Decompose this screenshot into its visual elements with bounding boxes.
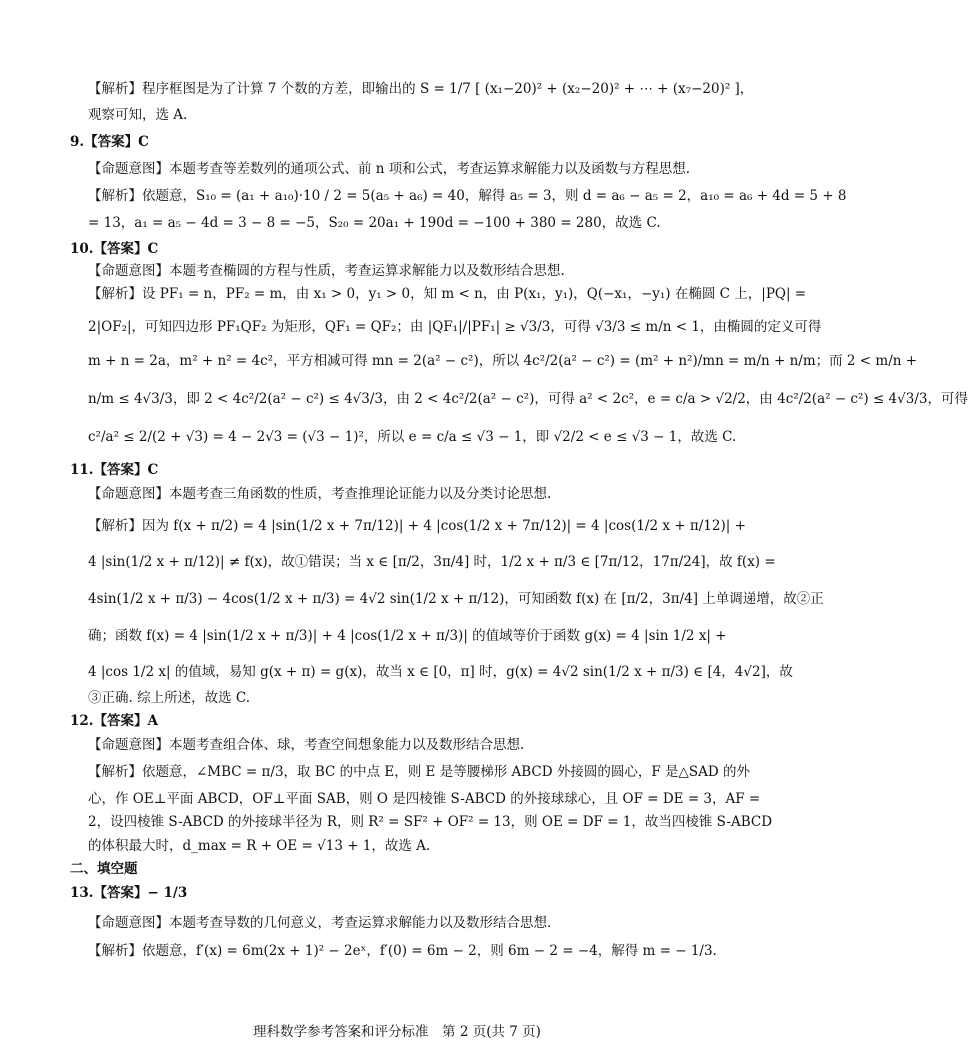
q12-intent: 【命题意图】本题考查组合体、球，考查空间想象能力以及数形结合思想. [88,737,525,753]
q12-analysis-line-2: 心，作 OE⊥平面 ABCD，OF⊥平面 SAB，则 O 是四棱锥 S-ABCD 的外接球球心，且 OF = DE = 3，AF = [88,791,761,807]
q12-analysis-line-3: 2，设四棱锥 S-ABCD 的外接球半径为 R，则 R² = SF² + OF² = 13，则 OE = DF = 1，故当四棱锥 S-ABCD [88,814,773,830]
q13-intent: 【命题意图】本题考查导数的几何意义，考查运算求解能力以及数形结合思想. [88,915,552,931]
q11-analysis-line-6: ③正确. 综上所述，故选 C. [88,690,251,706]
q9-analysis-line-2: = 13，a₁ = a₅ − 4d = 3 − 8 = −5，S₂₀ = 20a₁ + 190d = −100 + 380 = 280，故选 C. [88,215,661,231]
q11-intent: 【命题意图】本题考查三角函数的性质，考查推理论证能力以及分类讨论思想. [88,486,552,502]
q10-answer: 10.【答案】C [70,241,159,257]
q10-analysis-line-5: c²/a² ≤ 2/(2 + √3) = 4 − 2√3 = (√3 − 1)²，所以 e = c/a ≤ √3 − 1，即 √2/2 < e ≤ √3 − 1，故选 C. [88,429,737,445]
q13-analysis: 【解析】依题意，f′(x) = 6m(2x + 1)² − 2eˣ，f′(0) = 6m − 2，则 6m − 2 = −4，解得 m = − 1/3. [88,943,717,959]
q10-analysis-line-3: m + n = 2a，m² + n² = 4c²，平方相减可得 mn = 2(a² − c²)，所以 4c²/2(a² − c²) = (m² + n²)/mn = m/n + n/m；而 2 < m/n + [88,353,918,369]
q10-analysis-line-2: 2|OF₂|，可知四边形 PF₁QF₂ 为矩形，QF₁ = QF₂；由 |QF₁|/|PF₁| ≥ √3/3，可得 √3/3 ≤ m/n < 1，由椭圆的定义可得 [88,319,822,335]
q11-analysis-line-2: 4 |sin(1/2 x + π/12)| ≠ f(x)，故①错误；当 x ∈ [π/2，3π/4] 时，1/2 x + π/3 ∈ [7π/12，17π/24]，故 f(x) = [88,554,776,570]
page-footer: 理科数学参考答案和评分标准 第 2 页(共 7 页) [253,1024,541,1040]
q12-analysis-line-1: 【解析】依题意，∠MBC = π/3，取 BC 的中点 E，则 E 是等腰梯形 ABCD 外接圆的圆心，F 是△SAD 的外 [88,764,751,780]
q10-analysis-line-4: n/m ≤ 4√3/3，即 2 < 4c²/2(a² − c²) ≤ 4√3/3，由 2 < 4c²/2(a² − c²)，可得 a² < 2c²，e = c/a > √2/2，由 4c²/2(a² − c²) ≤ 4√3/3，可得 [88,391,968,407]
q13-answer: 13.【答案】− 1/3 [70,885,188,901]
q10-intent: 【命题意图】本题考查椭圆的方程与性质，考查运算求解能力以及数形结合思想. [88,263,565,279]
q11-answer: 11.【答案】C [70,462,159,478]
q11-analysis-line-1: 【解析】因为 f(x + π/2) = 4 |sin(1/2 x + 7π/12)| + 4 |cos(1/2 x + 7π/12)| = 4 |cos(1/2 x + π/12)| + [88,518,746,534]
q11-analysis-line-4: 确；函数 f(x) = 4 |sin(1/2 x + π/3)| + 4 |cos(1/2 x + π/3)| 的值域等价于函数 g(x) = 4 |sin 1/2 x| + [88,628,727,644]
q12-answer: 12.【答案】A [70,713,158,729]
q11-analysis-line-5: 4 |cos 1/2 x| 的值域，易知 g(x + π) = g(x)，故当 x ∈ [0，π] 时，g(x) = 4√2 sin(1/2 x + π/3) ∈ [4，4√2]，故 [88,664,793,680]
q8-analysis-line-2: 观察可知，选 A. [88,107,188,123]
q12-analysis-line-4: 的体积最大时，d_max = R + OE = √13 + 1，故选 A. [88,838,431,854]
section-fill-in-heading: 二、填空题 [70,861,138,877]
q11-analysis-line-3: 4sin(1/2 x + π/3) − 4cos(1/2 x + π/3) = 4√2 sin(1/2 x + π/12)，可知函数 f(x) 在 [π/2，3π/4] 上单调递增，故②正 [88,591,824,607]
q9-answer: 9.【答案】C [70,134,149,150]
q9-intent: 【命题意图】本题考查等差数列的通项公式、前 n 项和公式，考查运算求解能力以及函数与方程思想. [88,161,691,177]
q9-analysis-line-1: 【解析】依题意，S₁₀ = (a₁ + a₁₀)·10 / 2 = 5(a₅ + a₆) = 40，解得 a₅ = 3，则 d = a₆ − a₅ = 2，a₁₀ = a₆ + 4d = 5 + 8 [88,188,847,204]
q8-analysis-line-1: 【解析】程序框图是为了计算 7 个数的方差，即输出的 S = 1/7 [ (x₁−20)² + (x₂−20)² + ⋯ + (x₇−20)² ]， [88,81,754,97]
q10-analysis-line-1: 【解析】设 PF₁ = n，PF₂ = m，由 x₁ > 0，y₁ > 0，知 m < n，由 P(x₁，y₁)，Q(−x₁，−y₁) 在椭圆 C 上，|PQ| = [88,286,807,302]
